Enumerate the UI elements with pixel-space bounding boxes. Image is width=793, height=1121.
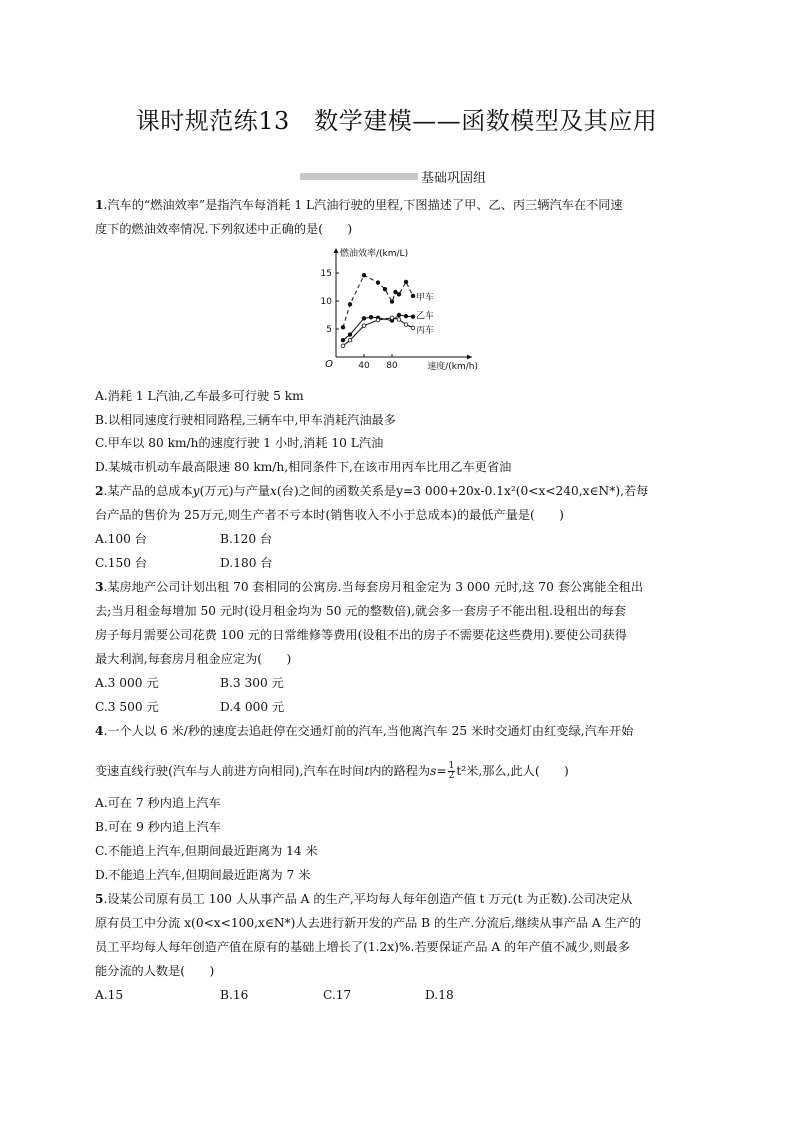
x-axis-label: 速度/(km/h) (427, 362, 478, 372)
q3-line-3 (95, 627, 627, 643)
series-point-2 (348, 338, 352, 342)
q5-number: 5 (95, 892, 104, 906)
y-tick-label: 5 (326, 325, 332, 335)
series-point-1 (341, 338, 345, 342)
q4-line-2 (95, 760, 569, 782)
q3-line-1 (95, 579, 643, 595)
q2-line-2 (95, 507, 564, 523)
q5-text-3: 员工平均每人每年创造产值在原有的基础上增长了(1.2x)%.若要保证产品 A 的年产值不减少,则最多 (95, 940, 630, 954)
q4-number: 4 (95, 724, 104, 738)
series-point-0 (394, 290, 398, 294)
series-label-0: 甲车 (416, 292, 435, 303)
q3-text-4: 最大利润,每套房月租金应定为( ) (95, 652, 292, 666)
q5-text-1: .设某公司原有员工 100 人从事产品 A 的生产,平均每人每年创造产值 t 万元(t 为正数).公司决定从 (103, 892, 633, 906)
section-header (300, 168, 486, 184)
q4-option-a[interactable]: A.可在 7 秒内追上汽车 (95, 796, 221, 810)
series-point-2 (404, 323, 408, 327)
series-label-1: 乙车 (416, 311, 435, 322)
q1-line-1 (95, 197, 623, 213)
q4-option-c[interactable]: C.不能追上汽车,但期间最近距离为 14 米 (95, 844, 318, 858)
x-tick-label: 80 (386, 361, 398, 371)
series-point-2 (376, 318, 380, 322)
x-tick-label: 40 (358, 361, 370, 371)
series-point-0 (348, 303, 352, 307)
q2-var-y: y (192, 484, 200, 498)
q2-option-c[interactable]: C.150 台 (95, 556, 148, 570)
series-point-2 (341, 344, 345, 348)
y-tick-label: 15 (320, 269, 332, 279)
q2-var-x: x (270, 484, 277, 498)
q4-option-d[interactable]: D.不能追上汽车,但期间最近距离为 7 米 (95, 868, 311, 882)
q1-option-b[interactable]: B.以相同速度行驶相同路程,三辆车中,甲车消耗汽油最多 (95, 413, 396, 427)
series-point-1 (369, 315, 373, 319)
q3-text-2: 去;当月租金每增加 50 元时(设月租金均为 50 元的整数倍),就会多一套房子不能出租.设租出的每套 (95, 604, 627, 618)
q4-text-1: .一个人以 6 米/秒的速度去追赶停在交通灯前的汽车,当他离汽车 25 米时交通灯由红变绿,汽车开始 (103, 724, 634, 738)
q2-text-1c: (台)之间的函数关系是 (276, 484, 397, 498)
series-point-0 (404, 280, 408, 284)
q5-option-a[interactable]: A.15 (95, 988, 124, 1002)
q4-text-2b: 内的路程为 (369, 764, 431, 778)
series-point-0 (341, 326, 345, 330)
origin-label: O (325, 359, 333, 370)
q1-option-d[interactable]: D.某城市机动车最高限速 80 km/h,相同条件下,在该市用丙车比用乙车更省油 (95, 460, 512, 474)
q2-text-1d: ,若每 (620, 484, 649, 498)
q2-text-1a: .某产品的总成本 (103, 484, 193, 498)
series-point-0 (383, 287, 387, 291)
q3-option-c[interactable]: C.3 500 元 (95, 700, 159, 714)
q1-text-2: 度下的燃油效率情况.下列叙述中正确的是( ) (95, 222, 353, 236)
series-point-0 (411, 294, 415, 298)
series-point-1 (348, 333, 352, 337)
series-point-0 (397, 292, 401, 296)
series-point-1 (362, 317, 366, 321)
q2-number: 2 (95, 484, 104, 498)
q2-option-b[interactable]: B.120 台 (220, 532, 273, 546)
q3-option-d[interactable]: D.4 000 元 (220, 700, 285, 714)
x-axis-arrow (467, 355, 472, 360)
q5-option-b[interactable]: B.16 (220, 988, 249, 1002)
q4-fraction-numerator: 1 (448, 761, 455, 771)
series-point-1 (411, 315, 415, 319)
section-label: 基础巩固组 (421, 170, 487, 186)
series-point-0 (376, 281, 380, 285)
q4-fraction (448, 762, 456, 781)
series-label-2: 丙车 (416, 325, 435, 336)
q3-option-b[interactable]: B.3 300 元 (220, 676, 284, 690)
q4-option-b[interactable]: B.可在 9 秒内追上汽车 (95, 820, 221, 834)
y-tick-label: 10 (320, 297, 332, 307)
q2-formula: y=3 000+20x-0.1x²(0<x<240,x∈N*) (396, 484, 621, 498)
q3-text-1: .某房地产公司计划出租 70 套相同的公寓房.当每套房月租金定为 3 000 元时,这 70 套公寓能全租出 (103, 580, 644, 594)
series-point-1 (404, 314, 408, 318)
q2-option-d[interactable]: D.180 台 (220, 556, 273, 570)
q3-text-3: 房子每月需要公司花费 100 元的日常维修等费用(设租不出的房子不需要花这些费用).要使公司获得 (95, 628, 627, 642)
series-point-2 (390, 316, 394, 320)
page-title: 课时规范练13 数学建模——函数模型及其应用 (135, 107, 658, 135)
q1-line-2 (95, 221, 352, 237)
series-point-0 (390, 300, 394, 304)
q5-line-2 (95, 915, 641, 931)
fuel-efficiency-chart (310, 244, 480, 376)
series-point-2 (411, 326, 415, 330)
q3-number: 3 (95, 580, 104, 594)
q3-line-4 (95, 651, 291, 667)
y-axis-arrow (334, 248, 339, 253)
q4-line-1 (95, 723, 633, 739)
q1-text-1: .汽车的“燃油效率”是指汽车每消耗 1 L汽油行驶的里程,下图描述了甲、乙、丙三辆汽车在不同速 (103, 198, 623, 212)
q5-option-d[interactable]: D.18 (425, 988, 454, 1002)
q4-var-t: t (364, 764, 370, 778)
q5-text-2: 原有员工中分流 x(0<x<100,x∈N*)人去进行新开发的产品 B 的生产.分流后,继续从事产品 A 生产的 (95, 916, 642, 930)
q2-option-a[interactable]: A.100 台 (95, 532, 147, 546)
series-point-0 (362, 273, 366, 277)
series-point-2 (362, 324, 366, 328)
q1-option-a[interactable]: A.消耗 1 L汽油,乙车最多可行驶 5 km (95, 389, 304, 403)
q5-option-c[interactable]: C.17 (323, 988, 352, 1002)
q4-text-2a: 变速直线行驶(汽车与人前进方向相同),汽车在时间 (95, 764, 365, 778)
q5-line-4 (95, 963, 214, 979)
q5-line-3 (95, 939, 630, 955)
q4-fraction-denominator: 2 (448, 771, 455, 781)
q5-line-1 (95, 891, 632, 907)
series-point-1 (397, 313, 401, 317)
q1-option-c[interactable]: C.甲车以 80 km/h的速度行驶 1 小时,消耗 10 L汽油 (95, 436, 384, 450)
q5-text-4: 能分流的人数是( ) (95, 964, 215, 978)
q4-text-2c: t²米,那么,此人( ) (456, 764, 569, 778)
q1-number: 1 (95, 198, 104, 212)
y-axis-label: 燃油效率/(km/L) (340, 249, 409, 259)
q3-line-2 (95, 603, 626, 619)
q2-text-2: 台产品的售价为 25万元,则生产者不亏本时(销售收入不小于总成本)的最低产量是( ) (95, 508, 564, 522)
q3-option-a[interactable]: A.3 000 元 (95, 676, 159, 690)
q2-line-1 (95, 483, 648, 499)
series-point-2 (397, 318, 401, 322)
section-bar (300, 173, 418, 180)
q2-text-1b: (万元)与产量 (199, 484, 271, 498)
q4-var-s: s= (430, 764, 447, 778)
